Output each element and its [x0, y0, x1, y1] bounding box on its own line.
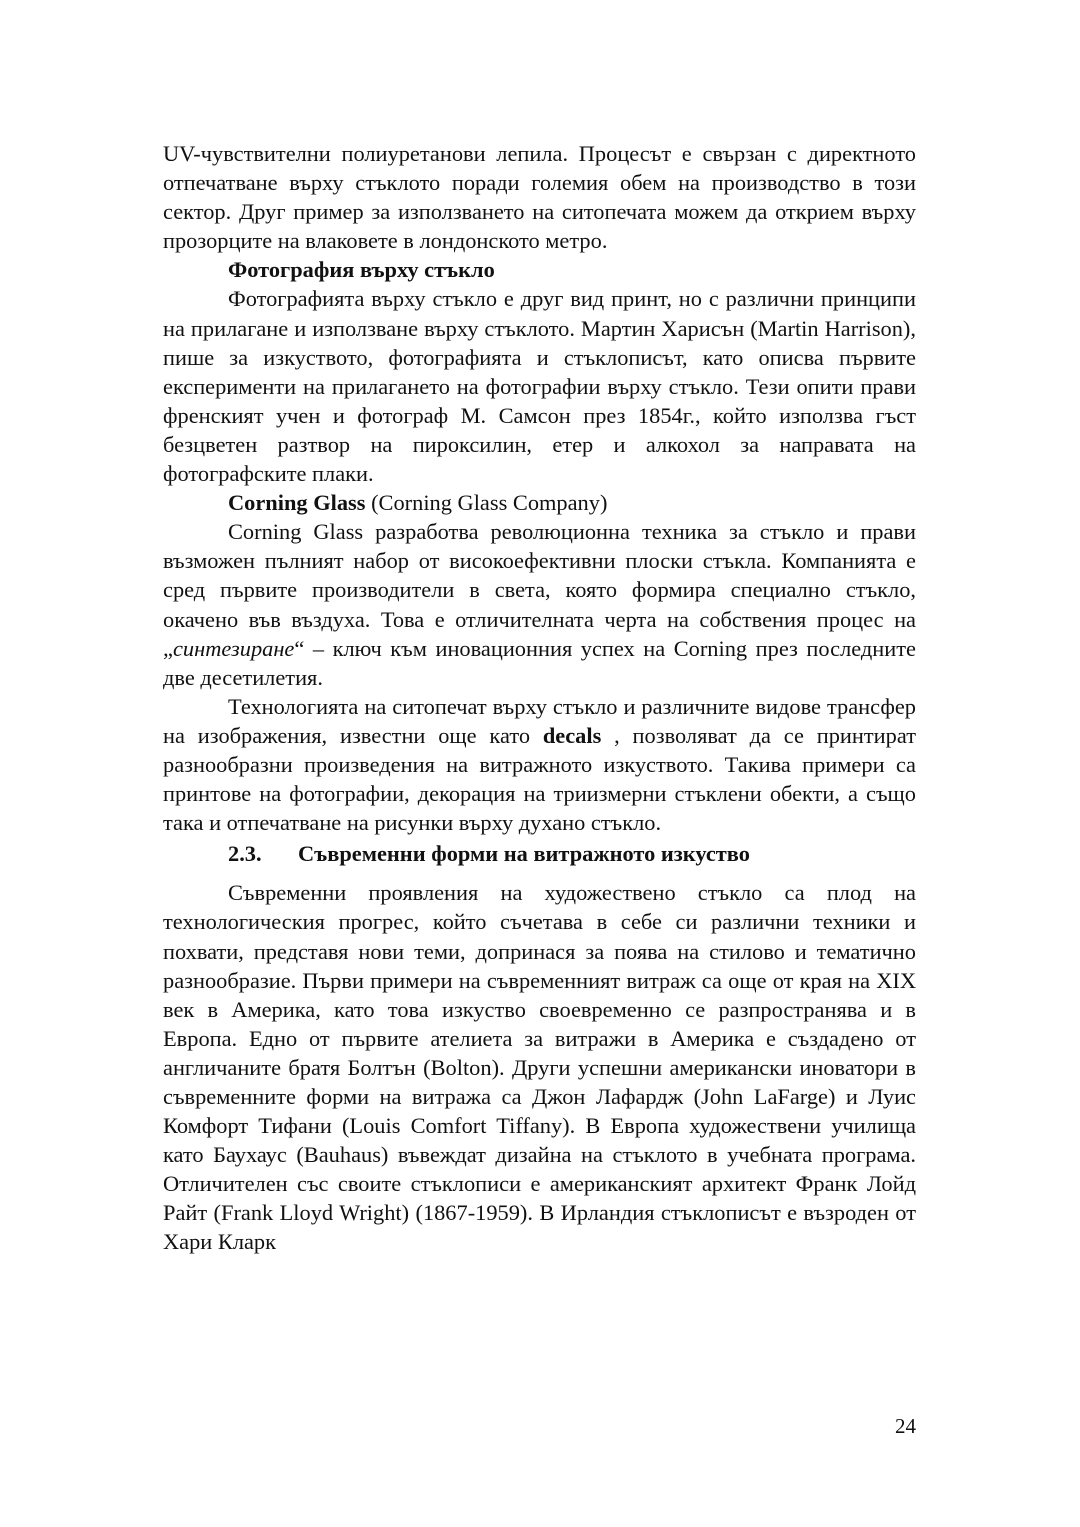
paragraph-corning-italic: синтезиране — [172, 635, 295, 661]
section-number: 2.3. — [228, 841, 262, 867]
paragraph-corning-text-b: “ – ключ към иновационния успех на Corning през последните две десетилетия. — [163, 635, 916, 690]
heading-photography-on-glass: Фотография върху стъкло — [228, 257, 495, 283]
paragraph-corning-text-a: Corning Glass разработва революционна техника за стъкло и прави възможен пълният набор от високоефективни плоски стъкла. Компанията е сред първите производители в света, която формира специално стъкло, окачено във въздуха. Това е отличителната черта на собствения процес на „ — [163, 519, 916, 661]
heading-corning-glass-bold: Corning Glass — [228, 490, 366, 516]
page-number: 24 — [895, 1414, 916, 1438]
paragraph-contemporary-forms: Съвременни проявления на художествено стъкло са плод на технологическия прогрес, който съчетава в себе си различни техники и похвати, представя нови теми, допринася за поява на стилово и тематично разнообразие. Първи примери на съвременният витраж са още от края на XIX век в Америка, като това изкуство своевременно се разпространява и в Европа. Едно от първите ателиета за витражи в Америка е създадено от англичаните братя Болтън (Bolton). Други успешни американски иноватори в съвременните форми на витража са Джон Лафардж (John LaFarge) и Луис Комфорт Тифани (Louis Comfort Tiffany). В Европа художествени училища като Баухаус (Bauhaus) въвеждат дизайна на стъклото в учебната програма. Отличителен със своите стъклописи е американският архитект Франк Лойд Райт (Frank Lloyd Wright) (1867-1959). В Ирландия стъклописът е възроден от Хари Кларк — [163, 880, 916, 1255]
section-title: Съвременни форми на витражното изкуство — [298, 841, 750, 867]
paragraph-photography-on-glass: Фотографията върху стъкло е друг вид принт, но с различни принципи на прилагане и използване върху стъклото. Мартин Харисън (Martin Harrison), пише за изкуството, фотографията и стъклописът, като описва първите експерименти на прилагането на фотографии върху стъкло. Тези опити прави френският учен и фотограф М. Самсон през 1854г., който използва гъст безцветен разтвор на пироксилин, етер и алкохол за направата на фотографските плаки. — [163, 286, 916, 487]
section-heading — [163, 839, 916, 868]
heading-corning-glass — [163, 488, 916, 517]
paragraph-decals — [163, 692, 916, 837]
heading-corning-glass-company: (Corning Glass Company) — [365, 490, 608, 516]
paragraph-decals-text-a: Технологията на ситопечат върху стъкло и различните видове трансфер на изображения, известни още като — [163, 693, 916, 748]
paragraph-corning-glass — [163, 517, 916, 692]
paragraph-screen-printing-end: UV-чувствителни полиуретанови лепила. Процесът е свързан с директното отпечатване върху стъклото поради големия обем на производство в този сектор. Друг пример за използването на ситопечата можем да открием върху прозорците на влаковете в лондонското метро. — [163, 141, 916, 254]
paragraph-decals-text-b: , позволяват да се принтират разнообразни произведения на витражното изкуството. Такива примери са принтове на фотографии, декорация на триизмерни стъклени обекти, а също така и отпечатване на рисунки върху духано стъкло. — [163, 722, 916, 836]
paragraph-decals-bold: decals — [542, 722, 602, 748]
document-body — [163, 139, 916, 1257]
